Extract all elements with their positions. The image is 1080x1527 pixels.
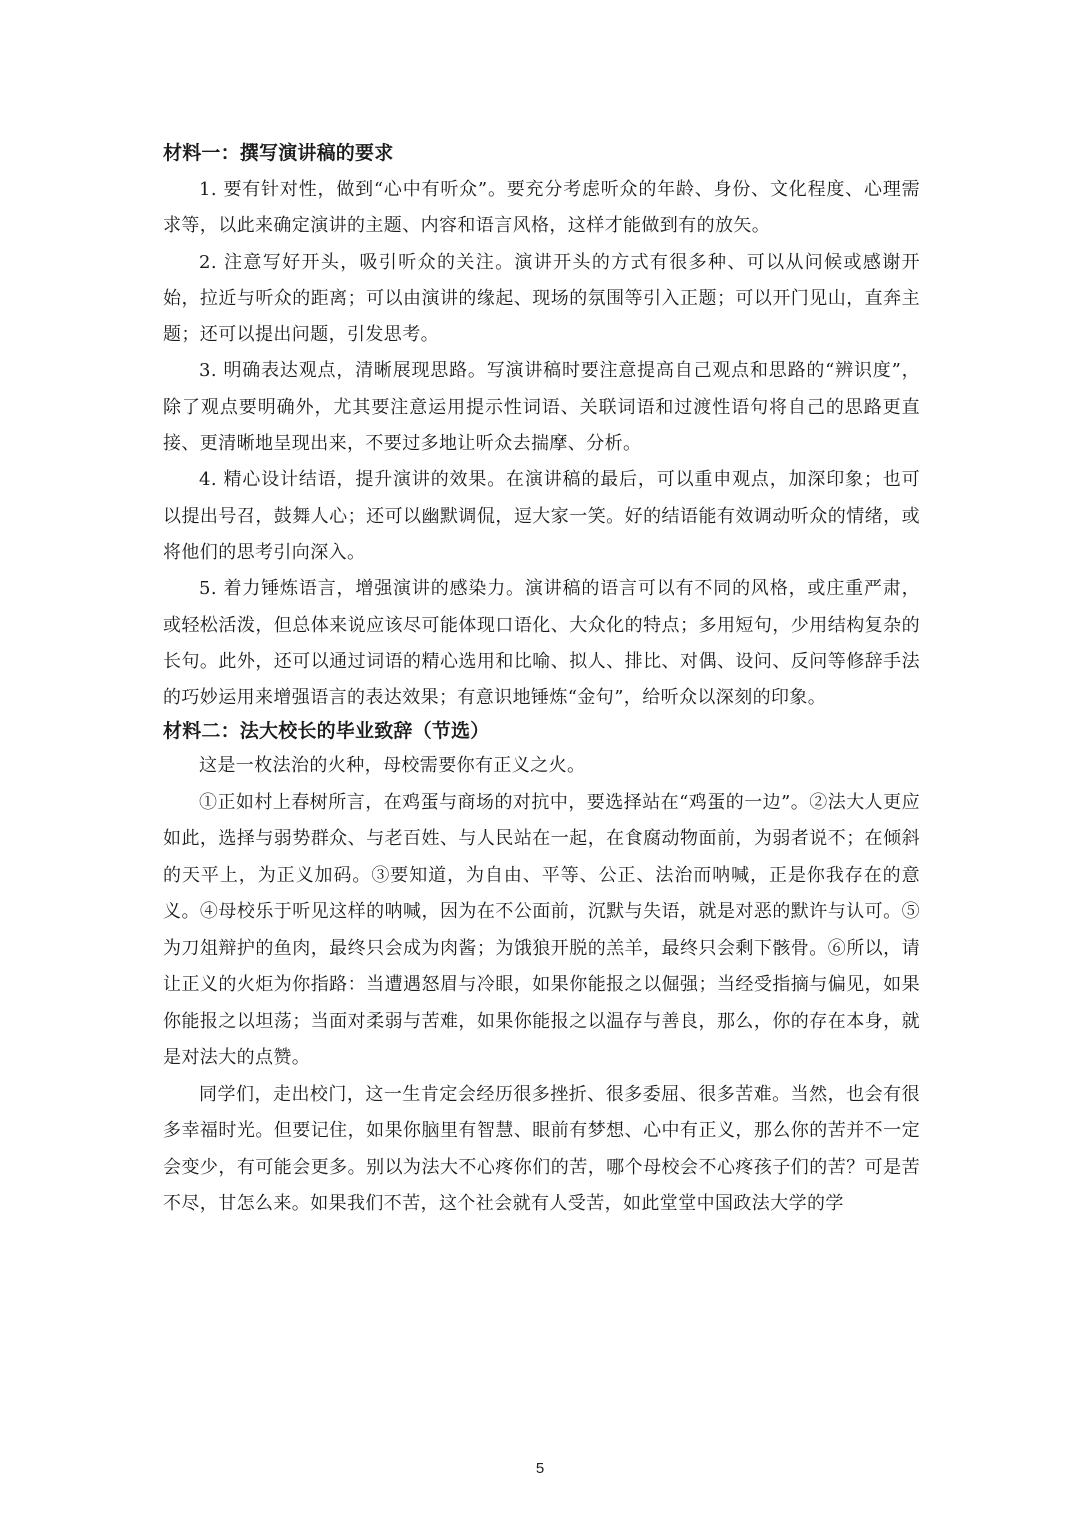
requirement-paragraph-3: 3. 明确表达观点，清晰展现思路。写演讲稿时要注意提高自己观点和思路的“辨识度”，除了观点要明确外，尤其要注意运用提示性词语、关联词语和过渡性语句将自己的思路更直接、更清晰地呈现出来，不要过多地让听众去揣摩、分析。 <box>163 360 920 455</box>
requirement-paragraph-2: 2. 注意写好开头，吸引听众的关注。演讲开头的方式有很多种、可以从问候或感谢开始，拉近与听众的距离；可以由演讲的缘起、现场的氛围等引入正题；可以开门见山，直奔主题；还可以提出问题，引发思考。 <box>163 251 920 346</box>
page-number: 5 <box>535 1460 545 1477</box>
speech-paragraph-2: ①正如村上春树所言，在鸡蛋与商场的对抗中，要选择站在“鸡蛋的一边”。②法大人更应如此，选择与弱势群众、与老百姓、与人民站在一起，在食腐动物面前，为弱者说不；在倾斜的天平上，为正义加码。③要知道，为自由、平等、公正、法治而呐喊，正是你我存在的意义。④母校乐于听见这样的呐喊，因为在不公面前，沉默与失语，就是对恶的默许与认可。⑤为刀俎辩护的鱼肉，最终只会成为肉酱；为饿狼开脱的羔羊，最终只会剩下骸骨。⑥所以，请让正义的火炬为你指路：当遭遇怒眉与冷眼，如果你能报之以倔强；当经受指摘与偏见，如果你能报之以坦荡；当面对柔弱与苦难，如果你能报之以温存与善良，那么，你的存在本身，就是对法大的点赞。 <box>163 791 920 1069</box>
speech-paragraph-3: 同学们，走出校门，这一生肯定会经历很多挫折、很多委屈、很多苦难。当然，也会有很多幸福时光。但要记住，如果你脑里有智慧、眼前有梦想、心中有正义，那么你的苦并不一定会变少，有可能会更多。别以为法大不心疼你们的苦，哪个母校会不心疼孩子们的苦？可是苦不尽，甘怎么来。如果我们不苦，这个社会就有人受苦，如此堂堂中国政法大学的学 <box>163 1083 920 1215</box>
page-content <box>163 138 920 1223</box>
material-two-heading: 材料二：法大校长的毕业致辞（节选） <box>163 720 490 743</box>
speech-paragraph-1: 这是一枚法治的火种，母校需要你有正义之火。 <box>199 755 586 777</box>
requirement-paragraph-5: 5. 着力锤炼语言，增强演讲的感染力。演讲稿的语言可以有不同的风格，或庄重严肃，或轻松活泼，但总体来说应该尽可能体现口语化、大众化的特点；多用短句，少用结构复杂的长句。此外，还可以通过词语的精心选用和比喻、拟人、排比、对偶、设问、反问等修辞手法的巧妙运用来增强语言的表达效果；有意识地锤炼“金句”，给听众以深刻的印象。 <box>163 578 920 709</box>
material-one-heading: 材料一：撰写演讲稿的要求 <box>163 142 394 164</box>
material-one-section <box>163 138 920 716</box>
material-two-section <box>163 716 920 1223</box>
requirement-paragraph-1: 1. 要有针对性，做到“心中有听众”。要充分考虑听众的年龄、身份、文化程度、心理需求等，以此来确定演讲的主题、内容和语言风格，这样才能做到有的放矢。 <box>163 179 920 237</box>
requirement-paragraph-4: 4. 精心设计结语，提升演讲的效果。在演讲稿的最后，可以重申观点，加深印象；也可以提出号召，鼓舞人心；还可以幽默调侃，逗大家一笑。好的结语能有效调动听众的情绪，或将他们的思考引向深入。 <box>163 469 920 563</box>
